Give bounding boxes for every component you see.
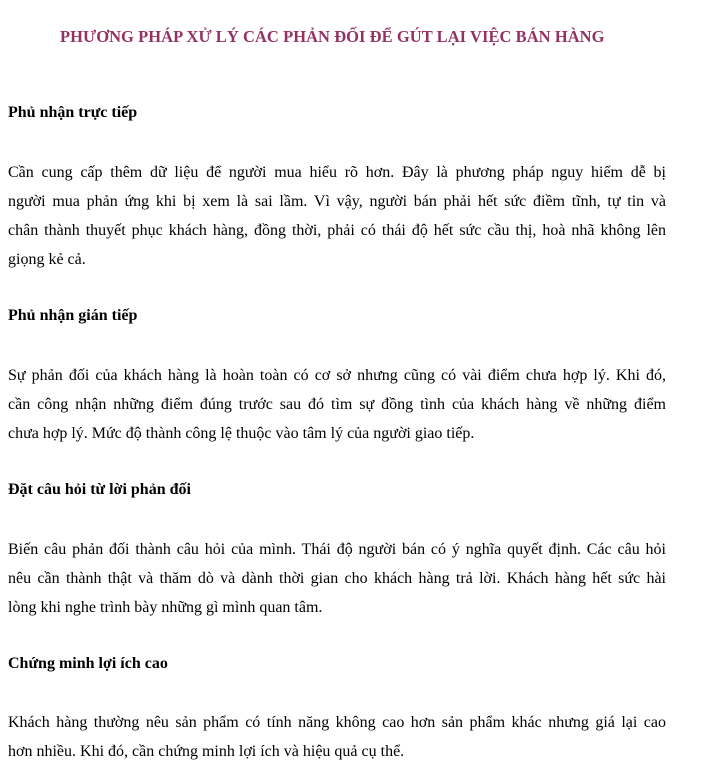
paragraph-line: nêu cần thành thật và thăm dò và dành thời gian cho khách hàng trả lời. Khách hàng hết sức hài — [8, 570, 666, 587]
paragraph-line: cần công nhận những điểm đúng trước sau đó tìm sự đồng tình của khách hàng về những điểm — [8, 396, 666, 413]
section-heading-indirect-denial: Phủ nhận gián tiếp — [8, 307, 138, 324]
section-paragraph-indirect-denial — [8, 361, 666, 448]
section-heading-prove-high-benefit: Chứng minh lợi ích cao — [8, 655, 168, 672]
paragraph-line: chưa hợp lý. Mức độ thành công lệ thuộc vào tâm lý của người giao tiếp. — [8, 425, 475, 442]
paragraph-line: Biến câu phản đối thành câu hỏi của mình. Thái độ người bán có ý nghĩa quyết định. Các câu hỏi — [8, 541, 666, 558]
paragraph-line: hơn nhiều. Khi đó, cần chứng minh lợi ích và hiệu quả cụ thể. — [8, 743, 405, 760]
section-paragraph-direct-denial — [8, 158, 666, 274]
paragraph-line: Sự phản đối của khách hàng là hoàn toàn có cơ sở nhưng cũng có vài điểm chưa hợp lý. Khi đó, — [8, 367, 666, 384]
paragraph-line: Khách hàng thường nêu sản phẩm có tính năng không cao hơn sản phẩm khác nhưng giá lại cao — [8, 714, 666, 731]
paragraph-line: chân thành thuyết phục khách hàng, đồng thời, phải có thái độ hết sức cầu thị, hoà nhã không lên — [8, 222, 666, 239]
document-title: PHƯƠNG PHÁP XỬ LÝ CÁC PHẢN ĐỐI ĐỂ GÚT LẠI VIỆC BÁN HÀNG — [60, 27, 605, 46]
section-heading-question-from-objection: Đặt câu hỏi từ lời phản đối — [8, 481, 191, 498]
paragraph-line: Cần cung cấp thêm dữ liệu để người mua hiểu rõ hơn. Đây là phương pháp nguy hiểm dễ bị — [8, 164, 666, 181]
paragraph-line: người mua phản ứng khi bị xem là sai lầm. Vì vậy, người bán phải hết sức điềm tĩnh, tự tin và — [8, 193, 666, 210]
section-paragraph-prove-high-benefit — [8, 708, 666, 766]
paragraph-line: lòng khi nghe trình bày những gì mình quan tâm. — [8, 599, 323, 616]
section-paragraph-question-from-objection — [8, 535, 666, 622]
section-heading-direct-denial: Phủ nhận trực tiếp — [8, 104, 138, 121]
paragraph-line: giọng kẻ cả. — [8, 251, 86, 268]
